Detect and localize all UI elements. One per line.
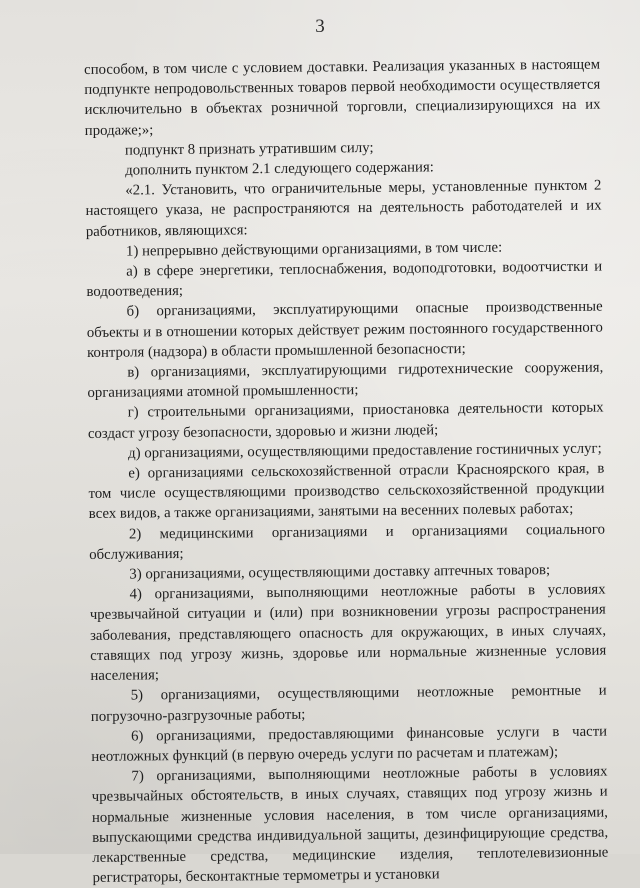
paragraph-sub-3: 3) организациями, осуществляющими доставку аптечных товаров; <box>129 562 551 583</box>
paragraph-sub-6: 6) организациями, предоставляющими финансовые услуги в части неотложных функций (в первую очередь услуги по расчетам и платежам); <box>91 723 608 765</box>
paragraph-sub-1: 1) непрерывно действующими организациями, в том числе: <box>125 239 503 260</box>
paragraph-sub-4: 4) организациями, выполняющими неотложные работы в условиях чрезвычайной ситуации и (или) при возникновении угрозы распространения заболевания, представляющего опасность для окружающих, в иных случаях, ставящих под угрозу жизнь, здоровье или нормальные жизненные условия населения; <box>89 581 607 685</box>
page-number: 3 <box>315 16 325 37</box>
paragraph-sub-2: 2) медицинскими организациями и организациями социального обслуживания; <box>89 521 606 563</box>
paragraph-sub-1e: е) организациями сельскохозяйственной отрасли Красноярского края, в том числе осуществляющими производство сельскохозяйственной продукции всех видов, а также организациями, занятыми на весенних полевых работах; <box>88 460 605 523</box>
paragraph-sub-1b: б) организациями, эксплуатирующими опасные производственные объекты и в отношении которых действует режим постоянного государственного контроля (надзора) в области промышленной безопасности; <box>86 299 603 361</box>
paragraph-item-2-1: «2.1. Установить, что ограничительные меры, установленные пунктом 2 настоящего указа, не распространяются на деятельность работодателей и их работников, являющихся: <box>85 177 602 240</box>
paragraph-sub-1g: г) строительными организациями, приостановка деятельности которых создаст угрозу безопасности, здоровью и жизни людей; <box>87 400 604 442</box>
paragraph-continuation: способом, в том числе с условием доставки. Реализация указанных в настоящем подпункте непродовольственных товаров первой необходимости осуществляется исключительно в объектах розничной торговли, специализирующихся на их продаже;»; <box>84 56 601 139</box>
paragraph-sub-1a: а) в сфере энергетики, теплоснабжения, водоподготовки, водоотчистки и водоотведения; <box>86 258 603 301</box>
paragraph-sub-7: 7) организациями, выполняющими неотложные работы в условиях чрезвычайных обстоятельств, в иных случаях, ставящих под угрозу жизнь и нормальные жизненные условия населения, в том числе организациями, выпускающими средства индивидуальной защиты, дезинфицирующие средства, лекарственные средства, медицинские изделия, теплотелевизионные регистраторы, бесконтактные термометры и установки <box>91 763 609 887</box>
paragraph-subitem-8-repealed: подпункт 8 признать утратившим силу; <box>124 139 374 159</box>
paragraph-sub-1v: в) организациями, эксплуатирующими гидротехнические сооружения, организациями атомной промышленности; <box>87 359 604 402</box>
paragraph-sub-1d: д) организациями, осуществляющими предоставление гостиничных услуг; <box>128 440 602 462</box>
paragraph-sub-5: 5) организациями, осуществляющими неотложные ремонтные и погрузочно-разгрузочные работы; <box>90 682 607 725</box>
paragraph-add-item-2-1: дополнить пунктом 2.1 следующего содержания: <box>125 159 434 179</box>
document-body <box>84 55 609 888</box>
